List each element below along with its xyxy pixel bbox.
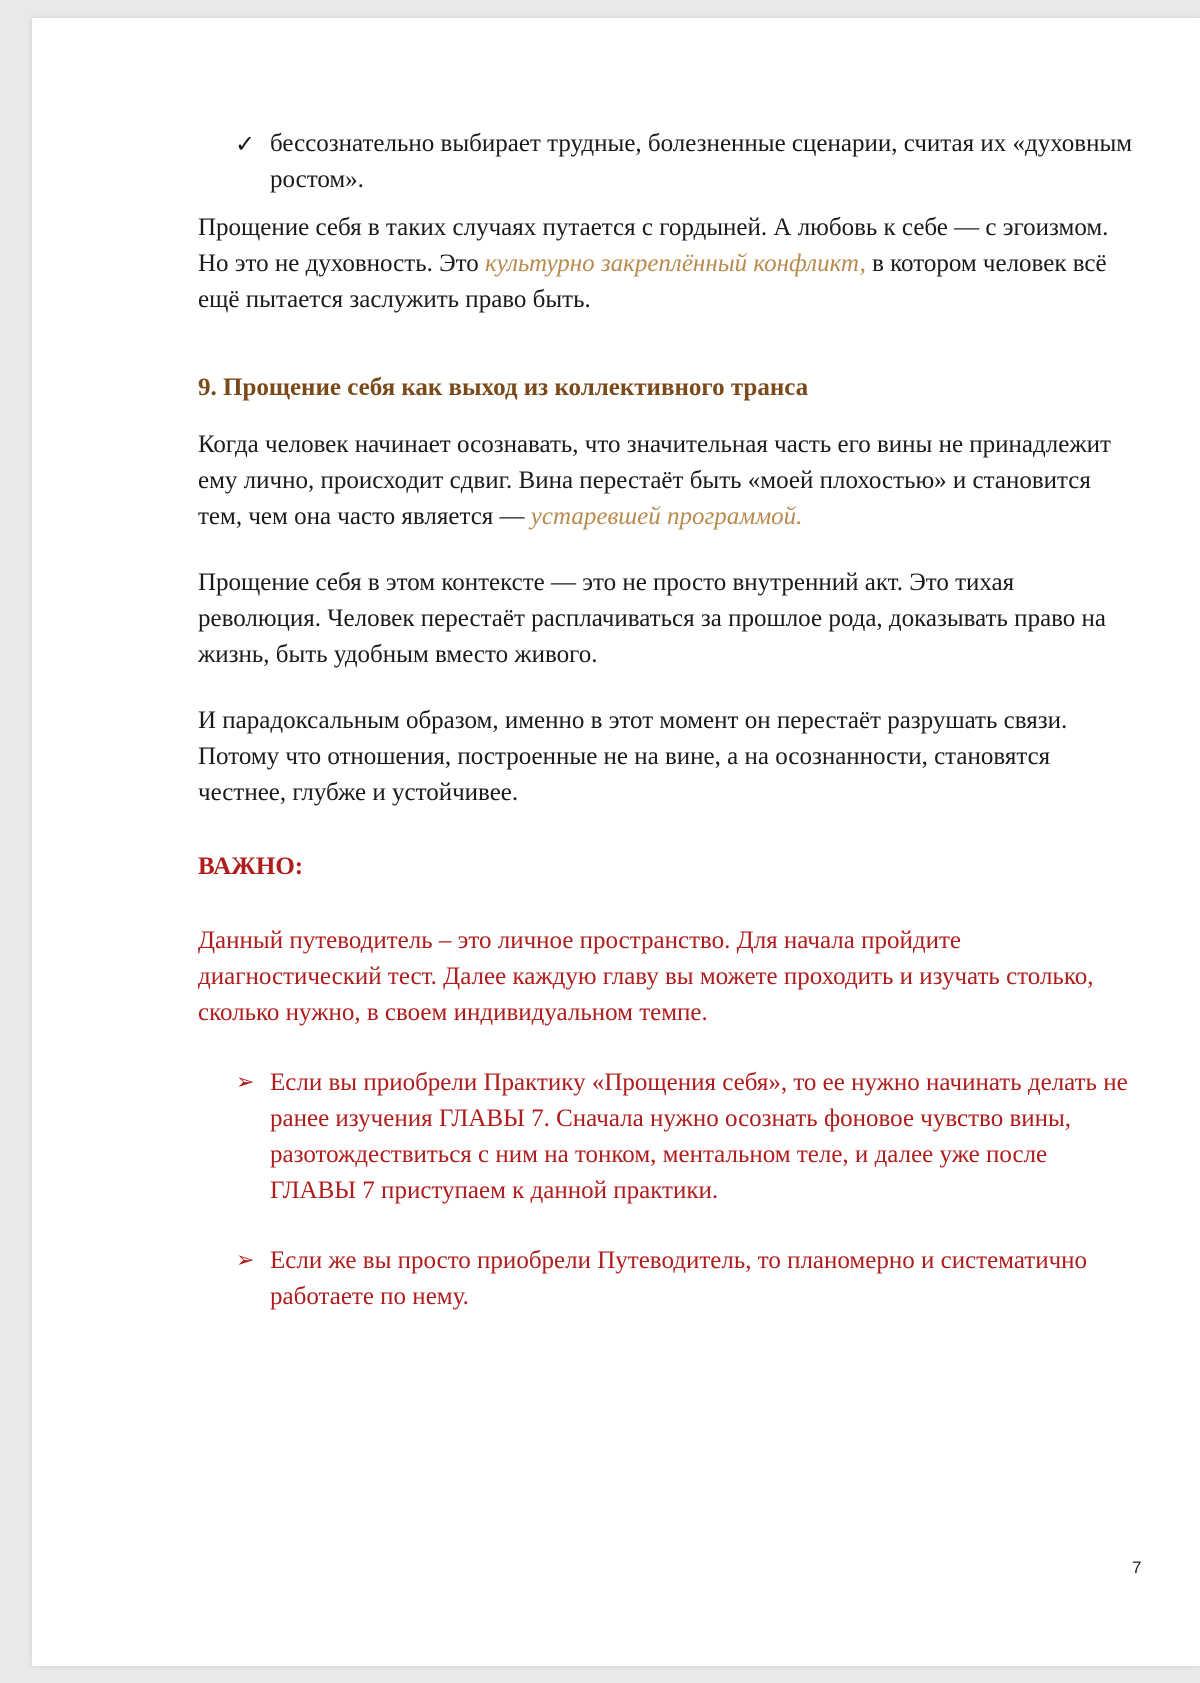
important-text: Данный путеводитель – это личное пространство. Для начала пройдите диагностический тест. Далее каждую главу вы можете проходить и изучать столько, сколько нужно, в своем индивидуальном темпе. <box>198 926 1094 1026</box>
arrow-bullet-icon: ➢ <box>236 1247 255 1273</box>
check-mark-icon: ✓ <box>235 130 256 158</box>
arrow-bullet-icon: ➢ <box>236 1069 255 1095</box>
accent-phrase-cultural-conflict: культурно закреплённый конфликт, <box>484 250 866 277</box>
section-heading: 9. Прощение себя как выход из коллективного транса <box>198 374 809 401</box>
document-page <box>32 18 1200 1666</box>
accent-phrase-outdated-program: устаревшей программой. <box>530 502 803 530</box>
paragraph-shift-text: Когда человек начинает осознавать, что значительная часть его вины не принадлежит ему лично, происходит сдвиг. Вина перестаёт быть «моей плохостью» и становится тем, чем она часто является — <box>198 430 1111 530</box>
page-content <box>198 126 1138 1315</box>
important-list-item-text: Если вы приобрели Практику «Прощения себя», то ее нужно начинать делать не ранее изучения ГЛАВЫ 7. Сначала нужно осознать фоновое чувство вины, разотождествиться с ним на тонком, ментальном теле, и далее уже после ГЛАВЫ 7 приступаем к данной практики. <box>270 1068 1128 1204</box>
paragraph-shift <box>198 427 1138 535</box>
important-list-item <box>198 1065 1138 1209</box>
paragraph-paradox: И парадоксальным образом, именно в этот момент он перестаёт разрушать связи. Потому что отношения, построенные не на вине, а на осознанности, становятся честнее, глубже и устойчивее. <box>198 706 1068 806</box>
important-list-item-text: Если же вы просто приобрели Путеводитель, то планомерно и систематично работаете по нему. <box>270 1246 1088 1310</box>
paragraph-confusion-text: Прощение себя в таких случаях путается с гордыней. А любовь к себе — с эгоизмом. Но это не духовность. Это <box>198 214 1109 277</box>
page-number: 7 <box>1132 1558 1142 1577</box>
paragraph-revolution: Прощение себя в этом контексте — это не просто внутренний акт. Это тихая революция. Человек перестаёт расплачиваться за прошлое рода, доказывать право на жизнь, быть удобным вместо живого. <box>198 568 1107 668</box>
paragraph-confusion <box>198 210 1138 318</box>
important-title: ВАЖНО: <box>198 852 304 880</box>
checklist-item <box>198 126 1138 198</box>
checklist-item-text: бессознательно выбирает трудные, болезненные сценарии, считая их «духовным ростом». <box>270 130 1133 193</box>
paragraph-confusion-tail: в котором человек всё ещё пытается заслужить право быть. <box>198 250 1107 313</box>
important-list-item <box>198 1243 1138 1315</box>
